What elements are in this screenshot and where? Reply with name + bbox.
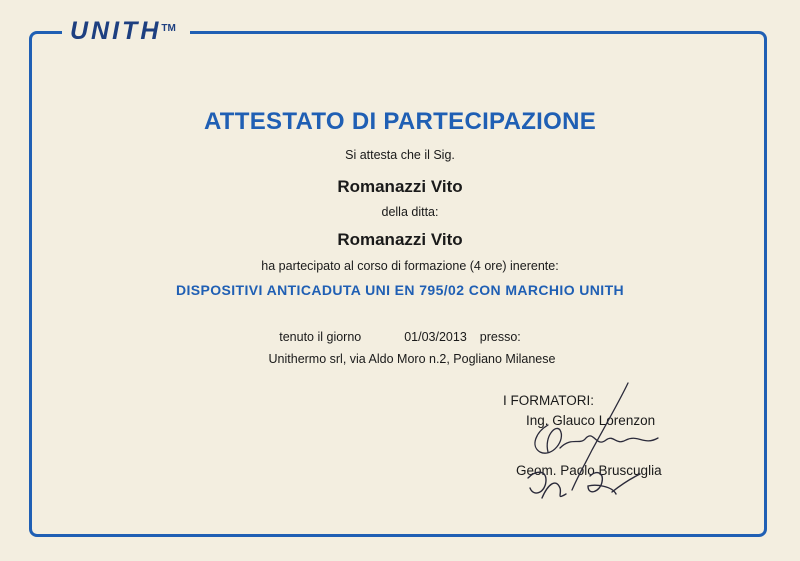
at-label: presso: [479, 330, 521, 344]
company-name: Romanazzi Vito [337, 230, 463, 249]
participation-text: ha partecipato al corso di formazione (4 ore) inerente: [261, 259, 559, 273]
company-intro-text: della ditta: [381, 205, 439, 219]
trainer-name: Geom. Paolo Bruscuglia [516, 463, 662, 478]
held-label: tenuto il giorno [279, 330, 362, 344]
venue-address: Unithermo srl, via Aldo Moro n.2, Pogliano Milanese [268, 352, 556, 366]
logo-text: UNITH [70, 17, 162, 45]
course-title: DISPOSITIVI ANTICADUTA UNI EN 795/02 CON MARCHIO UNITH [175, 282, 625, 298]
person-name: Romanazzi Vito [337, 177, 463, 196]
signature-paolo-bruscuglia [528, 472, 640, 498]
trainer-name: Ing. Glauco Lorenzon [526, 413, 656, 428]
course-date: 01/03/2013 [404, 330, 467, 344]
certificate-title: ATTESTATO DI PARTECIPAZIONE [203, 108, 597, 135]
logo-trademark: TM [161, 23, 176, 34]
trainers-label: I FORMATORI: [503, 393, 594, 408]
intro-text: Si attesta che il Sig. [345, 148, 455, 162]
